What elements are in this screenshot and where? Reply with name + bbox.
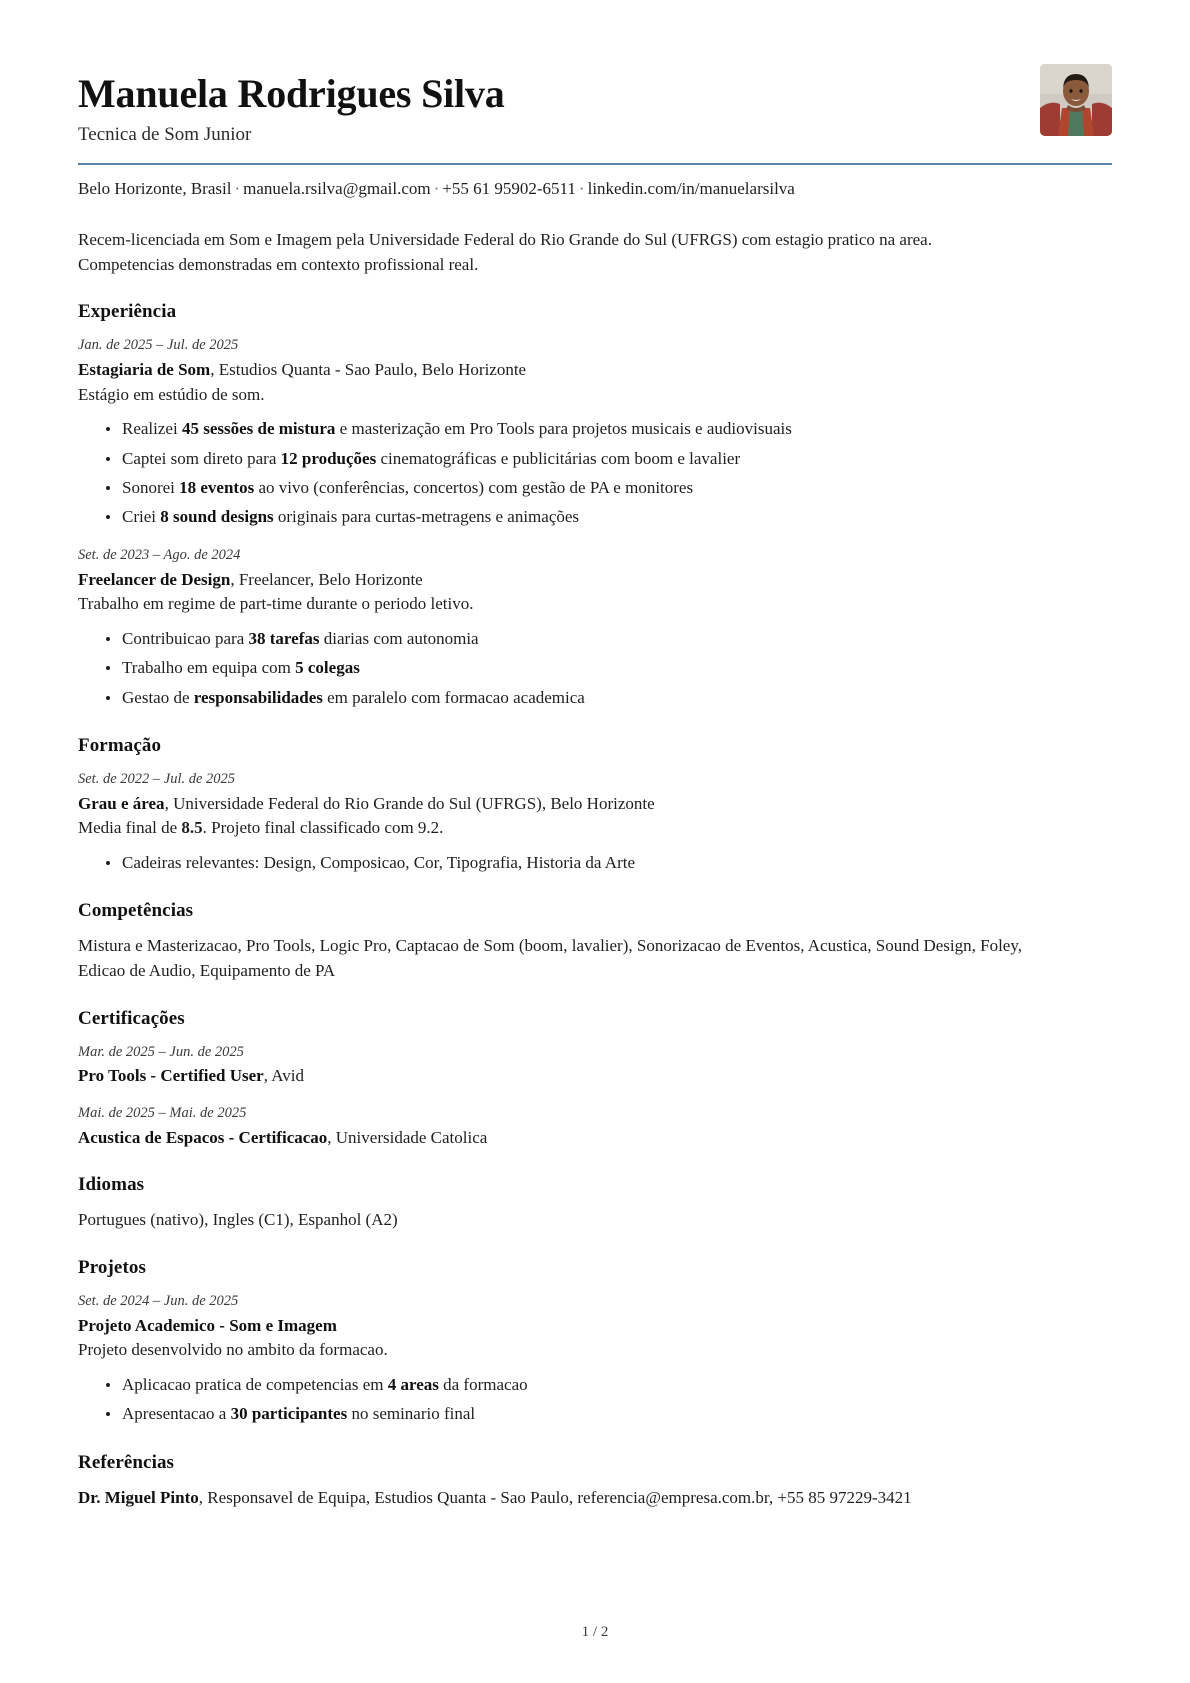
avatar xyxy=(1040,64,1112,136)
bullet-highlight: 30 participantes xyxy=(230,1404,348,1424)
contact-separator-3: · xyxy=(578,179,585,199)
summary-paragraph: Recem-licenciada em Som e Imagem pela Universidade Federal do Rio Grande do Sul (UFRGS) com estagio pratico na area. Competencias demonstradas em contexto profissional real. xyxy=(78,230,932,274)
skills-text: Mistura e Masterizacao, Pro Tools, Logic Pro, Captacao de Som (boom, lavalier), Sonorizacao de Eventos, Acustica, Sound Design, Foley, Edicao de Audio, Equipamento de PA xyxy=(78,936,1022,980)
bullet-highlight: 18 eventos xyxy=(179,478,255,498)
entry-description: Projeto desenvolvido no ambito da formacao. xyxy=(78,1340,388,1360)
entry-role xyxy=(78,792,1112,817)
contact-separator-2: · xyxy=(433,179,440,199)
entry-bullet-list xyxy=(78,1372,1112,1428)
entry-role-title: Estagiaria de Som xyxy=(78,360,211,380)
bullet-highlight: responsabilidades xyxy=(193,687,323,707)
contact-email[interactable]: manuela.rsilva@gmail.com xyxy=(243,179,431,199)
page-title: Manuela Rodrigues Silva xyxy=(78,71,505,116)
entry-date-range: Set. de 2022 – Jul. de 2025 xyxy=(78,770,236,787)
entry-role-org: , Freelancer, Belo Horizonte xyxy=(230,569,423,589)
header-text-block xyxy=(78,62,505,147)
entry-bullet-list xyxy=(78,626,1112,711)
languages-text: Portugues (nativo), Ingles (C1), Espanhol (A2) xyxy=(78,1210,398,1230)
section-title-projects: Projetos xyxy=(78,1256,146,1278)
list-item: Trabalho em equipa com 5 colegas xyxy=(106,655,1112,681)
entry-role-title: Acustica de Espacos - Certificacao xyxy=(78,1127,328,1147)
entry-role xyxy=(78,358,1112,383)
reference-name: Dr. Miguel Pinto xyxy=(78,1487,199,1507)
entry-role xyxy=(78,1126,1112,1151)
bullet-highlight: 8 sound designs xyxy=(160,507,274,527)
entry-description: Media final de 8.5. Projeto final classificado com 9.2. xyxy=(78,818,444,838)
contact-location: Belo Horizonte, Brasil xyxy=(78,179,232,199)
contact-phone[interactable]: +55 61 95902-6511 xyxy=(442,179,576,199)
contact-line xyxy=(78,177,1112,202)
entry-date-range: Jan. de 2025 – Jul. de 2025 xyxy=(78,337,239,354)
section-title-experience: Experiência xyxy=(78,301,177,323)
list-item: Gestao de responsabilidades em paralelo com formacao academica xyxy=(106,685,1112,711)
entry-role-title: Grau e área xyxy=(78,793,165,813)
list-item: Cadeiras relevantes: Design, Composicao, Cor, Tipografia, Historia da Arte xyxy=(106,850,1112,876)
entry-bullet-list xyxy=(78,850,1112,876)
list-item: Captei som direto para 12 produções cinematográficas e publicitárias com boom e lavalier xyxy=(106,446,1112,472)
section-languages xyxy=(78,1174,1112,1233)
entry-role xyxy=(78,568,1112,593)
list-item: Apresentacao a 30 participantes no seminario final xyxy=(106,1401,1112,1427)
entry-role-title: Freelancer de Design xyxy=(78,569,231,589)
entry-role xyxy=(78,1314,1112,1339)
bullet-highlight: 38 tarefas xyxy=(248,628,320,648)
header-divider xyxy=(78,163,1112,165)
entry-role-org: , Estudios Quanta - Sao Paulo, Belo Horizonte xyxy=(210,360,527,380)
list-item: Criei 8 sound designs originais para curtas-metragens e animações xyxy=(106,504,1112,530)
job-headline: Tecnica de Som Junior xyxy=(78,123,252,145)
resume-entry xyxy=(78,545,1112,711)
contact-separator-1: · xyxy=(234,179,241,199)
resume-header xyxy=(78,62,1112,147)
reference-details: , Responsavel de Equipa, Estudios Quanta - Sao Paulo, referencia@empresa.com.br, +55 85 97229-3421 xyxy=(198,1487,912,1507)
entry-bullet-list xyxy=(78,416,1112,530)
list-item: Realizei 45 sessões de mistura e masterização em Pro Tools para projetos musicais e audiovisuais xyxy=(106,416,1112,442)
avatar-illustration xyxy=(1040,64,1112,136)
section-projects xyxy=(78,1257,1112,1428)
bullet-highlight: 5 colegas xyxy=(295,658,360,678)
entry-date-range: Mai. de 2025 – Mai. de 2025 xyxy=(78,1104,247,1121)
section-experience xyxy=(78,301,1112,710)
entry-date-range: Mar. de 2025 – Jun. de 2025 xyxy=(78,1043,244,1060)
resume-entry xyxy=(78,335,1112,530)
bullet-highlight: 45 sessões de mistura xyxy=(181,419,336,439)
bullet-highlight: 12 produções xyxy=(280,448,377,468)
list-item: Contribuicao para 38 tarefas diarias com autonomia xyxy=(106,626,1112,652)
section-title-languages: Idiomas xyxy=(78,1174,145,1196)
entry-date-range: Set. de 2024 – Jun. de 2025 xyxy=(78,1292,239,1309)
entry-description: Estágio em estúdio de som. xyxy=(78,384,265,404)
entry-date-range: Set. de 2023 – Ago. de 2024 xyxy=(78,546,241,563)
section-education xyxy=(78,735,1112,876)
section-title-certifications: Certificações xyxy=(78,1007,185,1029)
entry-description-highlight: 8.5 xyxy=(181,818,203,838)
resume-entry xyxy=(78,1291,1112,1428)
entry-role-title: Pro Tools - Certified User xyxy=(78,1066,264,1086)
education-entries xyxy=(78,769,1112,876)
contact-linkedin[interactable]: linkedin.com/in/manuelarsilva xyxy=(587,179,795,199)
entry-description: Trabalho em regime de part-time durante o periodo letivo. xyxy=(78,594,474,614)
resume-entry xyxy=(78,769,1112,876)
certification-entries xyxy=(78,1042,1112,1151)
entry-role-org: , Universidade Federal do Rio Grande do Sul (UFRGS), Belo Horizonte xyxy=(164,793,655,813)
entry-role-org: , Avid xyxy=(263,1066,305,1086)
experience-entries xyxy=(78,335,1112,710)
project-entries xyxy=(78,1291,1112,1428)
section-title-education: Formação xyxy=(78,734,162,756)
section-title-references: Referências xyxy=(78,1451,175,1473)
bullet-highlight: 4 areas xyxy=(387,1374,439,1394)
section-skills xyxy=(78,900,1112,983)
resume-entry xyxy=(78,1042,1112,1089)
page-indicator: 1 / 2 xyxy=(581,1624,609,1640)
resume-entry xyxy=(78,1103,1112,1150)
section-references xyxy=(78,1452,1112,1511)
page-footer xyxy=(0,1624,1190,1641)
section-certifications xyxy=(78,1008,1112,1151)
entry-role xyxy=(78,1064,1112,1089)
reference-entry xyxy=(78,1486,1112,1511)
list-item: Sonorei 18 eventos ao vivo (conferências, concertos) com gestão de PA e monitores xyxy=(106,475,1112,501)
entry-role-org: , Universidade Catolica xyxy=(327,1127,488,1147)
section-title-skills: Competências xyxy=(78,900,194,922)
entry-role-title: Projeto Academico - Som e Imagem xyxy=(78,1315,337,1335)
list-item: Aplicacao pratica de competencias em 4 areas da formacao xyxy=(106,1372,1112,1398)
